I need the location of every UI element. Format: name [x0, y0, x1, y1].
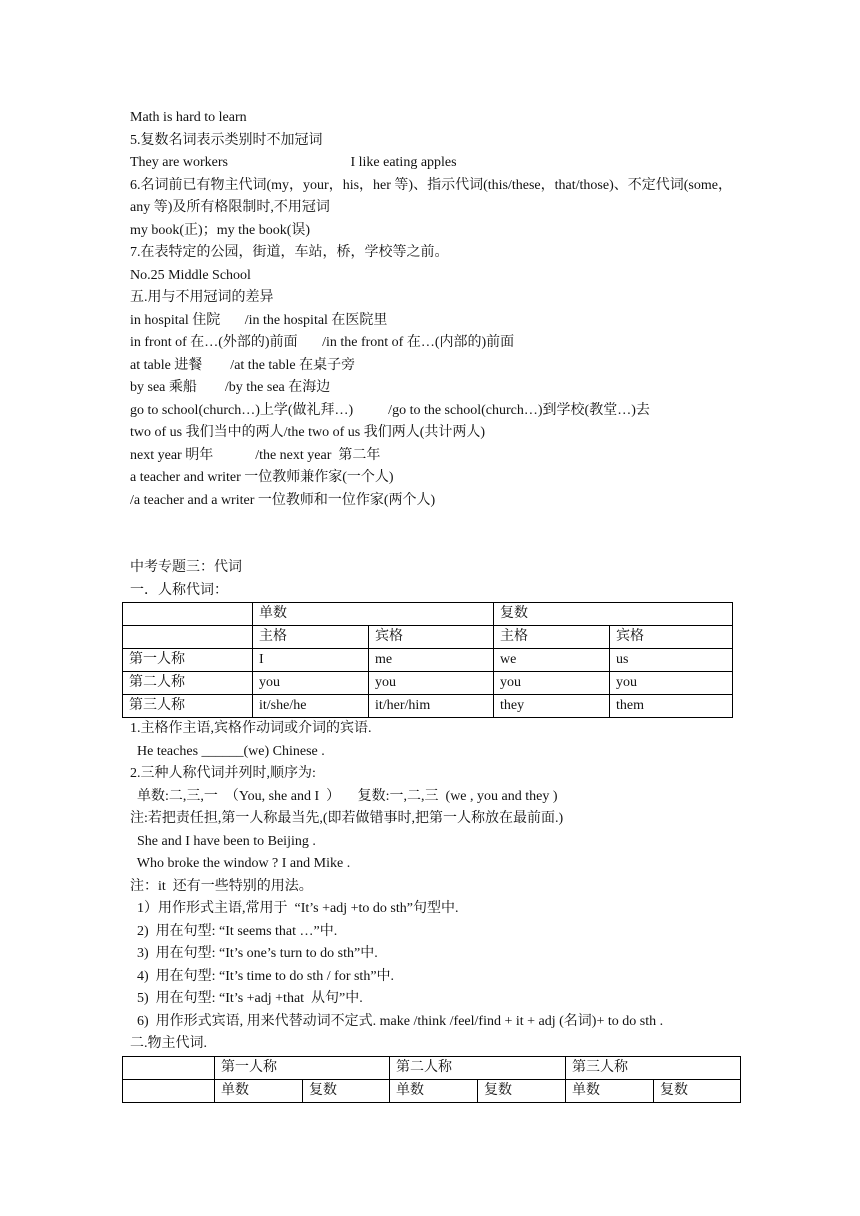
table-row — [123, 672, 733, 695]
table-cell: we — [494, 649, 610, 672]
table-row — [123, 649, 733, 672]
note-line: 单数:二,三,一 （You, she and I ） 复数:一,二,三 (we , you and they ) — [130, 788, 558, 804]
table-cell: me — [369, 649, 494, 672]
subsection-heading: 一．人称代词： — [130, 582, 228, 598]
table-cell: it/her/him — [369, 695, 494, 718]
text-line: two of us 我们当中的两人/the two of us 我们两人(共计两人) — [130, 425, 486, 440]
table-cell: 第一人称 — [123, 649, 253, 672]
note-line: 1）用作形式主语,常用于 “It’s +adj +to do sth”句型中. — [130, 901, 459, 916]
text-line: my book(正)；my the book(误) — [130, 222, 311, 238]
text-line: 5.复数名词表示类别时不加冠词 — [130, 132, 323, 148]
table-cell — [123, 1079, 215, 1102]
example-line: She and I have been to Beijing . — [130, 833, 316, 849]
table-header-cell: 复数 — [303, 1079, 390, 1102]
table-cell: they — [494, 695, 610, 718]
table-header-cell: 第三人称 — [566, 1056, 741, 1079]
table-cell: you — [494, 672, 610, 695]
table-cell: us — [610, 649, 733, 672]
text-line: in front of 在…(外部的)前面 /in the front of 在…(内部的)前面 — [130, 335, 515, 350]
example-line: He teaches ______(we) Chinese . — [130, 743, 325, 759]
note-line: 注:若把责任担,第一人称最当先,(即若做错事时,把第一人称放在最前面.) — [130, 811, 564, 826]
text-line: by sea 乘船 /by the sea 在海边 — [130, 380, 331, 395]
table-cell: you — [253, 672, 369, 695]
text-line: Math is hard to learn — [130, 110, 247, 125]
text-line: No.25 Middle School — [130, 267, 251, 283]
table-cell — [123, 626, 253, 649]
table-header-cell: 复数 — [494, 603, 733, 626]
table-header-cell: 单数 — [566, 1079, 654, 1102]
note-line: 6) 用作形式宾语, 用来代替动词不定式. make /think /feel/find + it + adj (名词)+ to do sth . — [130, 1013, 664, 1029]
table-header-cell: 复数 — [478, 1079, 566, 1102]
note-line: 3) 用在句型: “It’s one’s turn to do sth”中. — [130, 946, 378, 961]
document-page — [130, 107, 740, 1103]
table-header-cell: 单数 — [390, 1079, 478, 1102]
text-line: /a teacher and a writer 一位教师和一位作家(两个人) — [130, 492, 436, 508]
table-cell — [123, 1056, 215, 1079]
top-text-block — [130, 107, 740, 512]
table-header-cell: 主格 — [253, 626, 369, 649]
personal-pronoun-table — [122, 602, 733, 718]
table-header-cell: 第二人称 — [390, 1056, 566, 1079]
table-header-cell: 宾格 — [369, 626, 494, 649]
note-line: 2) 用在句型: “It seems that …”中. — [130, 923, 338, 939]
table-cell — [123, 603, 253, 626]
note-line: 5) 用在句型: “It’s +adj +that 从句”中. — [130, 991, 363, 1006]
note-line: 4) 用在句型: “It’s time to do sth / for sth”中. — [130, 968, 395, 984]
example-line: Who broke the window ? I and Mike . — [130, 856, 351, 871]
table-row — [123, 695, 733, 718]
note-line: 2.三种人称代词并列时,顺序为: — [130, 766, 316, 781]
text-paragraph: 6.名词前已有物主代词(my，your，his，her 等)、指示代词(this/these，that/those)、不定代词(some，any 等)及所有格限制时,不用冠词 — [130, 177, 732, 215]
table-header-row — [123, 626, 733, 649]
text-line: next year 明年 /the next year 第二年 — [130, 447, 381, 463]
table-header-cell: 复数 — [654, 1079, 741, 1102]
text-line: at table 进餐 /at the table 在桌子旁 — [130, 357, 356, 373]
section-title: 中考专题三：代词 — [130, 560, 242, 575]
note-line: 1.主格作主语,宾格作动词或介词的宾语. — [130, 721, 372, 736]
possessive-pronoun-table — [122, 1056, 741, 1103]
table-header-cell: 第一人称 — [215, 1056, 390, 1079]
text-line: in hospital 住院 /in the hospital 在医院里 — [130, 312, 388, 328]
table-header-cell: 单数 — [215, 1079, 303, 1102]
table-cell: you — [610, 672, 733, 695]
table-cell: them — [610, 695, 733, 718]
table-header-cell: 宾格 — [610, 626, 733, 649]
table-cell: you — [369, 672, 494, 695]
text-line: 7.在表特定的公园，街道，车站，桥，学校等之前。 — [130, 245, 449, 260]
table-header-cell: 单数 — [253, 603, 494, 626]
table-cell: 第三人称 — [123, 695, 253, 718]
table-cell: it/she/he — [253, 695, 369, 718]
table-header-row — [123, 1056, 741, 1079]
table-header-cell: 主格 — [494, 626, 610, 649]
pronoun-notes — [130, 718, 740, 1033]
text-line: They are workers I like eating apples — [130, 155, 457, 170]
text-line: a teacher and writer 一位教师兼作家(一个人) — [130, 470, 394, 485]
table-header-row — [123, 1079, 741, 1102]
note-line: 注：it 还有一些特别的用法。 — [130, 878, 313, 894]
table-cell: 第二人称 — [123, 672, 253, 695]
section-heading: 五.用与不用冠词的差异 — [130, 290, 274, 305]
text-line: go to school(church…)上学(做礼拜…) /go to the school(church…)到学校(教堂…)去 — [130, 402, 650, 418]
table-header-row — [123, 603, 733, 626]
table-cell: I — [253, 649, 369, 672]
subsection-heading: 二.物主代词. — [130, 1036, 207, 1051]
